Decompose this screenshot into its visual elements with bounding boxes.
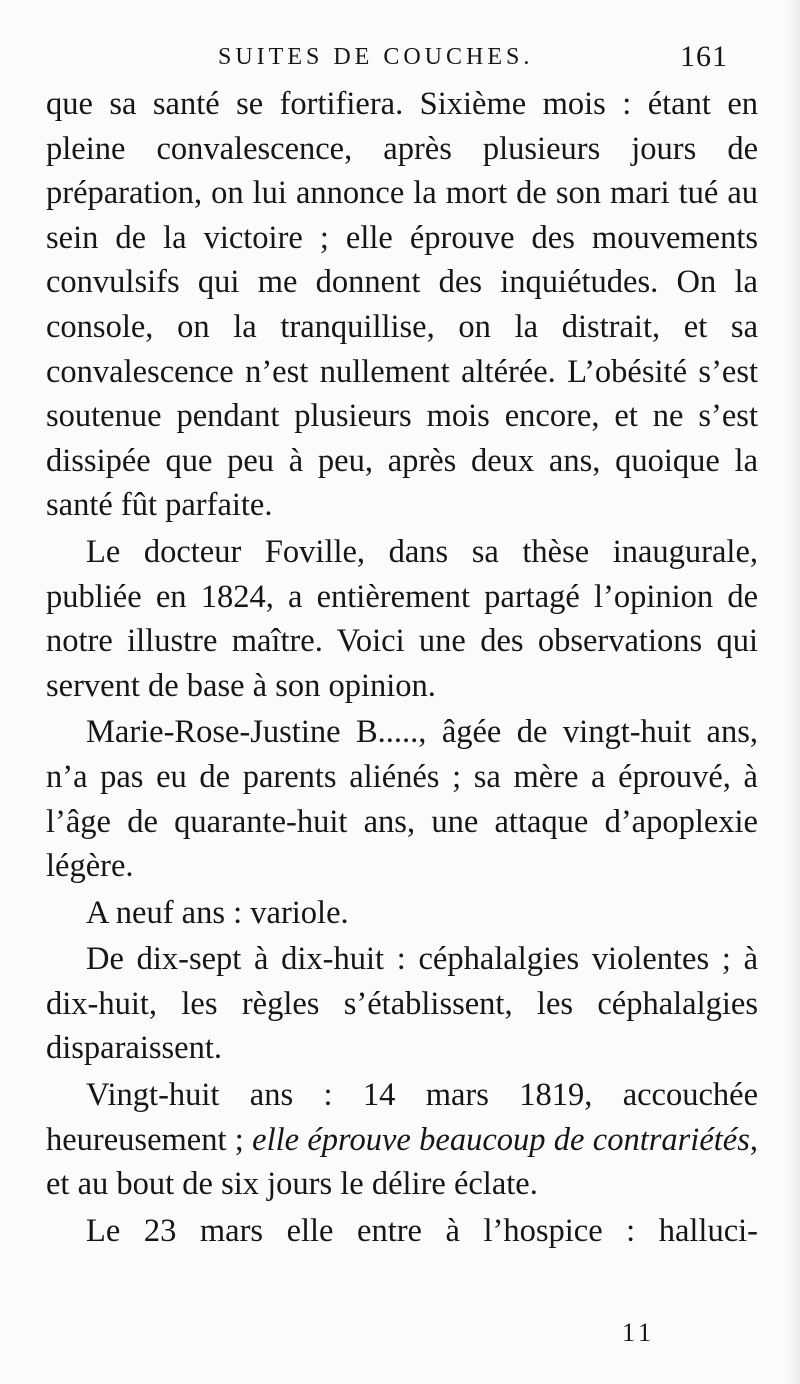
text-segment: que sa santé se fortifiera. Sixième mois : étant en pleine convalescence, après plusieurs jours de préparation, on lui annonce la mort de son mari tué au sein de la victoire ; elle éprouve des mouvements convulsifs qui me donnent des inquiétudes. On la console, on la tranquillise, on la distrait, et sa convalescence n’est nullement altérée. L’obésité s’est soutenue pendant plusieurs mois encore, et ne s’est dissipée que peu à peu, après deux ans, quoique la santé fût parfaite. (46, 86, 758, 524)
text-segment: Le docteur Foville, dans sa thèse inaugurale, publiée en 1824, a entièrement partagé l’opinion de notre illustre maître. Voici une des observations qui servent de base à son opinion. (46, 533, 758, 704)
paragraph-foville (46, 530, 758, 708)
italic-text-segment: elle éprouve beaucoup de contrariétés (252, 1121, 750, 1158)
body-text (46, 82, 758, 1255)
paragraph-patient (46, 710, 758, 888)
running-head-title: SUITES DE COUCHES. (218, 44, 534, 70)
paragraph-age-seventeen (46, 937, 758, 1071)
page-number: 161 (680, 40, 728, 73)
paragraph-continuation (46, 82, 758, 528)
text-segment: De dix-sept à dix-huit : céphalalgies violentes ; à dix-huit, les règles s’établissent, les céphalalgies disparaissent. (46, 941, 758, 1067)
paragraph-age-twenty-eight (46, 1073, 758, 1207)
text-segment: Vingt-huit ans : 14 mars 1819, accouchée heureusement ; (46, 1077, 758, 1158)
paragraph-hospice (46, 1209, 758, 1254)
text-segment: Le 23 mars elle entre à l’hospice : halluci- (86, 1212, 758, 1249)
text-segment: Marie-Rose-Justine B....., âgée de vingt-huit ans, n’a pas eu de parents aliénés ; sa mère a éprouvé, à l’âge de quarante-huit ans, une attaque d’apoplexie légère. (46, 714, 758, 885)
text-segment: , et au bout de six jours le délire éclate. (46, 1121, 758, 1203)
text-segment: A neuf ans : variole. (86, 894, 349, 931)
paragraph-age-nine (46, 891, 758, 936)
signature-mark: 11 (622, 1318, 656, 1347)
page-edge-shadow (786, 0, 800, 1384)
